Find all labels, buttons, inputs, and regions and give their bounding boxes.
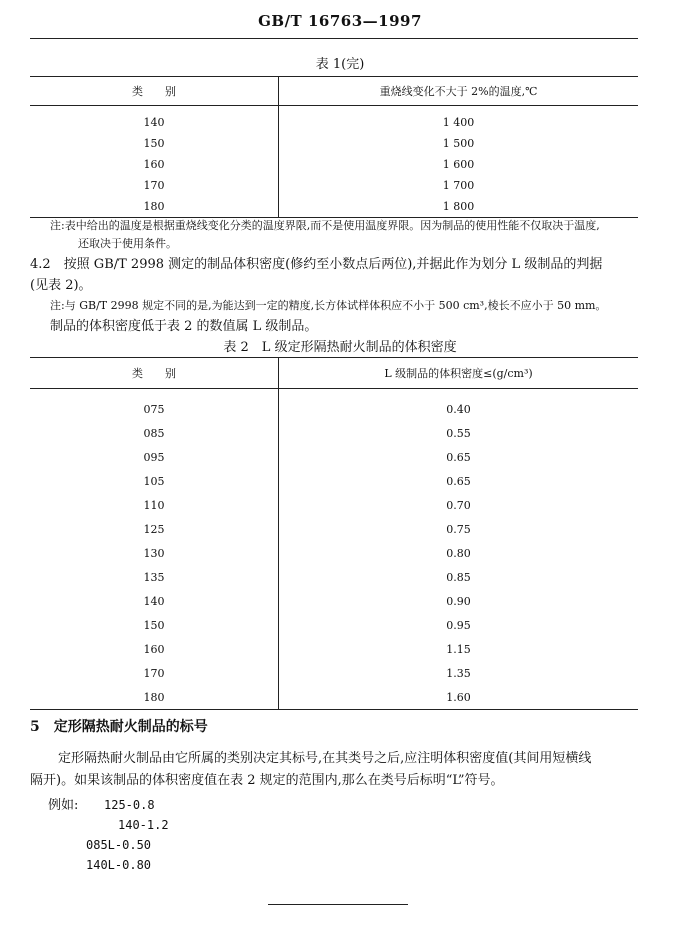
table2-caption: 表 2 L 级定形隔热耐火制品的体积密度	[223, 340, 457, 355]
table-row	[30, 106, 638, 134]
table-row	[30, 469, 638, 493]
table1-header-temperature: 重烧线变化不大于 2%的温度,℃	[279, 77, 639, 106]
table1-cell-temperature: 1 700	[442, 179, 475, 192]
section42-note: 注:与 GB/T 2998 规定不同的是,为能达到一定的精度,长方体试样体积应不小于 500 cm³,棱长不应小于 50 mm。	[50, 299, 607, 312]
table1-cell-temperature: 1 800	[442, 200, 475, 213]
table1-note-line1: 注:表中给出的温度是根据重烧线变化分类的温度界限,而不是使用温度界限。因为制品的使用性能不仅取决于温度,	[50, 219, 600, 232]
table2-cell-density: 0.80	[446, 546, 471, 560]
table1-cell-temperature: 1 600	[442, 158, 475, 171]
table1-cell-temperature: 1 500	[442, 137, 475, 150]
example-3: 085L-0.50	[86, 838, 152, 852]
table2-cell-category: 075	[30, 389, 279, 422]
table1-note-line2: 还取决于使用条件。	[78, 237, 177, 250]
table2-cell-category: 105	[30, 469, 279, 493]
example-1: 125-0.8	[104, 798, 155, 812]
table-row	[30, 133, 638, 154]
table-row	[30, 421, 638, 445]
table2-cell-category: 110	[30, 493, 279, 517]
table2-cell-density: 0.75	[446, 522, 471, 536]
table2-cell-category: 135	[30, 565, 279, 589]
table-row	[30, 445, 638, 469]
table-row	[30, 517, 638, 541]
table2-cell-category: 130	[30, 541, 279, 565]
example-4: 140L-0.80	[86, 858, 152, 872]
table1	[30, 76, 638, 218]
table1-header-category: 类 别	[30, 77, 279, 106]
section5-para-line2: 隔开)。如果该制品的体积密度值在表 2 规定的范围内,那么在类号后标明“L”符号。	[30, 773, 504, 788]
table2-cell-density: 1.35	[446, 666, 471, 680]
table-row	[30, 613, 638, 637]
table1-cell-category: 140	[30, 106, 279, 134]
table1-cell-category: 160	[30, 154, 279, 175]
table1-cell-category: 170	[30, 175, 279, 196]
table2-cell-category: 160	[30, 637, 279, 661]
table2-header-density: L 级制品的体积密度≤(g/cm³)	[279, 358, 639, 389]
table-row	[30, 175, 638, 196]
section5-para-line1: 定形隔热耐火制品由它所属的类别决定其标号,在其类号之后,应注明体积密度值(其间用短横线	[58, 751, 592, 766]
table-row	[30, 196, 638, 218]
table1-cell-category: 180	[30, 196, 279, 218]
footer-rule	[268, 904, 408, 905]
table-row	[30, 541, 638, 565]
table-row	[30, 637, 638, 661]
table2-cell-density: 0.65	[446, 474, 471, 488]
table2-cell-density: 0.95	[446, 618, 471, 632]
table2-cell-density: 1.15	[446, 642, 471, 656]
section42-line1: 4.2 按照 GB/T 2998 测定的制品体积密度(修约至小数点后两位),并据此作为划分 L 级制品的判据	[30, 257, 603, 272]
table-row	[30, 493, 638, 517]
standard-code-header: GB/T 16763—1997	[258, 12, 422, 30]
table2-cell-category: 095	[30, 445, 279, 469]
table1-cell-temperature: 1 400	[442, 116, 475, 129]
table2-cell-density: 0.65	[446, 450, 471, 464]
table2-cell-category: 180	[30, 685, 279, 710]
table-row	[30, 565, 638, 589]
table-row	[30, 154, 638, 175]
table2-cell-category: 170	[30, 661, 279, 685]
table-row	[30, 685, 638, 710]
table-row	[30, 589, 638, 613]
table2-cell-density: 0.70	[446, 498, 471, 512]
table2-header-category: 类 别	[30, 358, 279, 389]
example-label: 例如:	[48, 798, 79, 813]
table2-cell-density: 0.85	[446, 570, 471, 584]
table2-cell-density: 0.90	[446, 594, 471, 608]
section5-heading: 5 定形隔热耐火制品的标号	[30, 719, 208, 735]
table1-cell-category: 150	[30, 133, 279, 154]
table2-cell-density: 0.40	[446, 402, 471, 416]
table2-cell-category: 150	[30, 613, 279, 637]
table2-cell-category: 140	[30, 589, 279, 613]
table2-cell-category: 125	[30, 517, 279, 541]
table2	[30, 357, 638, 710]
table-row	[30, 389, 638, 422]
table1-caption: 表 1(完)	[315, 57, 365, 72]
table2-cell-density: 1.60	[446, 690, 471, 704]
section42-line2: (见表 2)。	[30, 278, 92, 293]
example-2: 140-1.2	[118, 818, 169, 832]
section42-paragraph: 制品的体积密度低于表 2 的数值属 L 级制品。	[50, 319, 318, 334]
header-divider	[30, 38, 638, 39]
table2-cell-density: 0.55	[446, 426, 471, 440]
table2-cell-category: 085	[30, 421, 279, 445]
table-row	[30, 661, 638, 685]
